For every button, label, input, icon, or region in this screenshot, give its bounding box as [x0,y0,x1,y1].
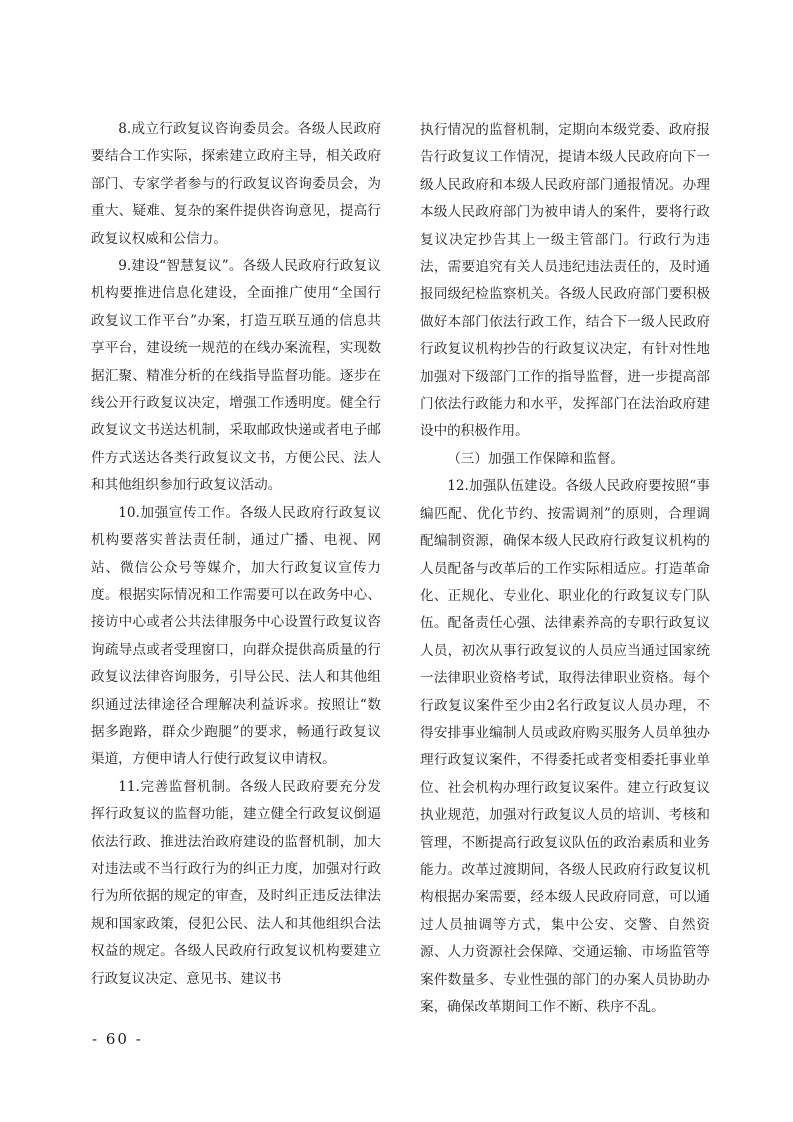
paragraph-item-12: 12.加强队伍建设。各级人民政府要按照“事编匹配、优化节约、按需调剂”的原则，合理调配编制资源，确保本级人民政府行政复议机构的人员配备与改革后的工作实际相适应。打造革命化、正规化、专业化、职业化的行政复议专门队伍。配备责任心强、法律素养高的专职行政复议人员，初次从事行政复议的人员应当通过国家统一法律职业资格考试，取得法律职业资格。每个行政复议案件至少由2名行政复议人员办理，不得安排事业编制人员或政府购买服务人员单独办理行政复议案件，不得委托或者变相委托事业单位、社会机构办理行政复议案件。建立行政复议执业规范，加强对行政复议人员的培训、考核和管理，不断提高行政复议队伍的政治素质和业务能力。改革过渡期间，各级人民政府行政复议机构根据办案需要，经本级人民政府同意，可以通过人员抽调等方式，集中公安、交警、自然资源、人力资源社会保障、交通运输、市场监管等案件数量多、专业性强的部门的办案人员协助办案，确保改革期间工作不断、秩序不乱。 [420,478,710,1015]
left-column [91,116,381,993]
right-column [420,117,710,1021]
paragraph-item-8: 8.成立行政复议咨询委员会。各级人民政府要结合工作实际，探索建立政府主导，相关政府部门、专家学者参与的行政复议咨询委员会，为重大、疑难、复杂的案件提供咨询意见，提高行政复议权威和公信力。 [91,121,381,247]
paragraph-item-11-continued: 执行情况的监督机制，定期向本级党委、政府报告行政复议工作情况，提请本级人民政府向下一级人民政府和本级人民政府部门通报情况。办理本级人民政府部门为被申请人的案件，要将行政复议决定抄告其上一级主管部门。行政行为违法，需要追究有关人员违纪违法责任的，及时通报同级纪检监察机关。各级人民政府部门要积极做好本部门依法行政工作，结合下一级人民政府行政复议机构抄告的行政复议决定，有针对性地加强对下级部门工作的指导监督，进一步提高部门依法行政能力和水平，发挥部门在法治政府建设中的积极作用。 [420,122,710,440]
paragraph-item-10: 10.加强宣传工作。各级人民政府行政复议机构要落实普法责任制，通过广播、电视、网站、微信公众号等媒介，加大行政复议宣传力度。根据实际情况和工作需要可以在政务中心、接访中心或者公共法律服务中心设置行政复议咨询疏导点或者受理窗口，向群众提供高质量的行政复议法律咨询服务，引导公民、法人和其他组织通过法律途径合理解决利益诉求。按照让“数据多跑路，群众少跑腿”的要求，畅通行政复议渠道，方便申请人行使行政复议申请权。 [91,504,381,768]
section-heading-3: （三）加强工作保障和监督。 [447,450,624,467]
paragraph-item-9: 9.建设“智慧复议”。各级人民政府行政复议机构要推进信息化建设，全面推广使用“全国行政复议工作平台”办案，打造互联互通的信息共享平台，建设统一规范的在线办案流程，实现数据汇聚、精准分析的在线指导监督功能。逐步在线公开行政复议决定，增强工作透明度。健全行政复议文书送达机制，采取邮政快递或者电子邮件方式送达各类行政复议文书，方便公民、法人和其他组织参加行政复议活动。 [91,258,381,494]
paragraph-item-11: 11.完善监督机制。各级人民政府要充分发挥行政复议的监督功能，建立健全行政复议倒逼依法行政、推进法治政府建设的监督机制，加大对违法或不当行政行为的纠正力度，加强对行政行为所依据的规定的审查，及时纠正违反法律法规和国家政策，侵犯公民、法人和其他组织合法权益的规定。各级人民政府行政复议机构要建立行政复议决定、意见书、建议书 [91,778,381,987]
page-number: - 60 - [92,1030,143,1048]
